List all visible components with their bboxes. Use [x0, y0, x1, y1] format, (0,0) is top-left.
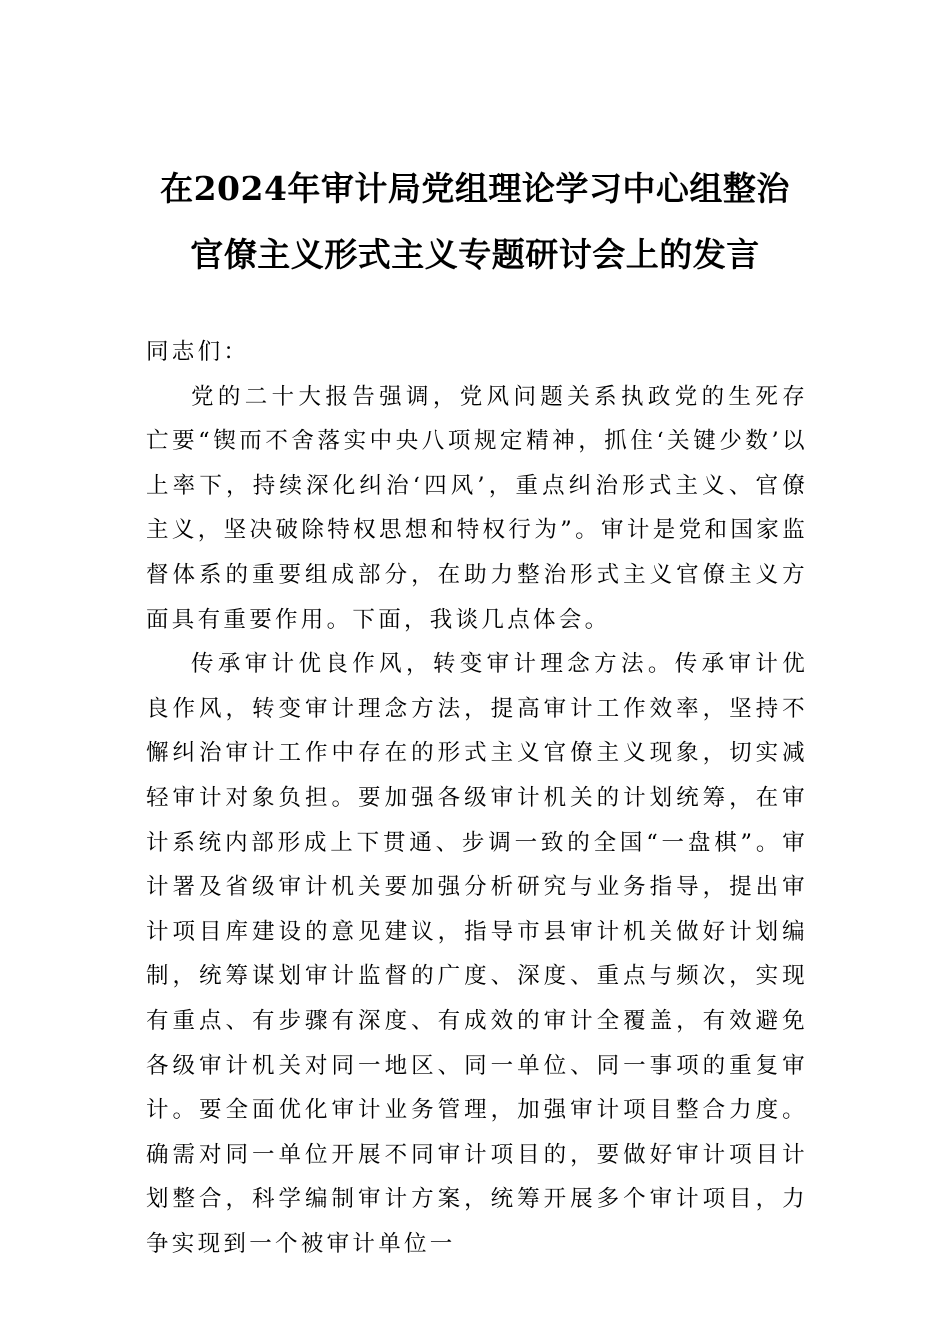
paragraph-audit-style: 传承审计优良作风，转变审计理念方法。传承审计优良作风，转变审计理念方法，提高审计工作效率，坚持不懈纠治审计工作中存在的形式主义官僚主义现象，切实减轻审计对象负担。要加强各级审计机关的计划统筹，在审计系统内部形成上下贯通、步调一致的全国“一盘棋”。审计署及省级审计机关要加强分析研究与业务指导，提出审计项目库建设的意见建议，指导市县审计机关做好计划编制，统筹谋划审计监督的广度、深度、重点与频次，实现有重点、有步骤有深度、有成效的审计全覆盖，有效避免各级审计机关对同一地区、同一单位、同一事项的重复审计。要全面优化审计业务管理，加强审计项目整合力度。确需对同一单位开展不同审计项目的，要做好审计项目计划整合，科学编制审计方案，统筹开展多个审计项目，力争实现到一个被审计单位一 [146, 651, 808, 1257]
paragraph-intro: 党的二十大报告强调，党风问题关系执政党的生死存亡要“锲而不舍落实中央八项规定精神，抓住‘关键少数’以上率下，持续深化纠治‘四风’，重点纠治形式主义、官僚主义，坚决破除特权思想和特权行为”。审计是党和国家监督体系的重要组成部分，在助力整治形式主义官僚主义方面具有重要作用。下面，我谈几点体会。 [146, 383, 808, 633]
document-body [146, 330, 808, 1266]
document-title-line-1: 在2024年审计局党组理论学习中心组整治 [160, 169, 790, 208]
salutation: 同志们： [146, 339, 250, 365]
document-title-line-2: 官僚主义形式主义专题研讨会上的发言 [190, 235, 760, 274]
